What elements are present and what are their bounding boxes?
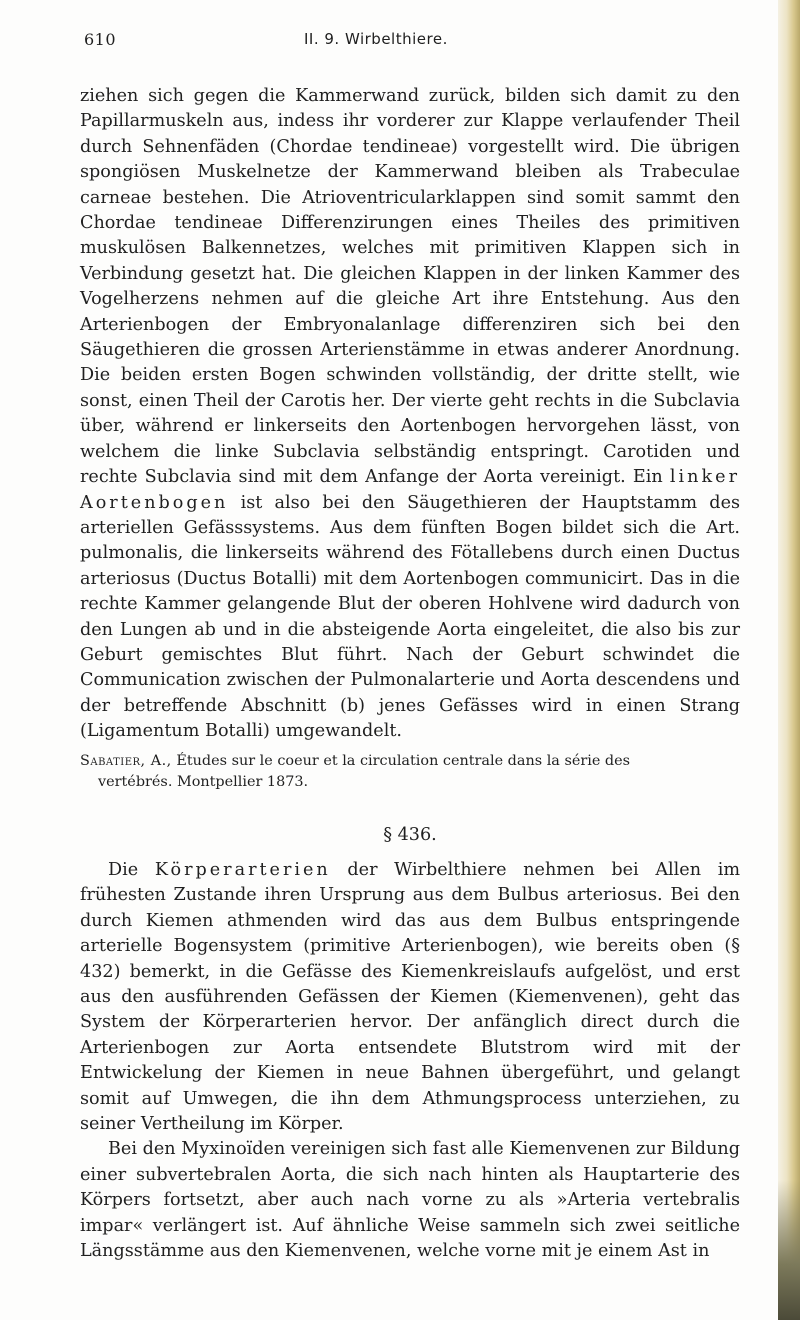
bibliographic-reference [80,751,740,793]
paragraph-text: ziehen sich gegen die Kammerwand zurück, bilden sich damit zu den Papillarmuskeln aus, indess ihr vorderer zur Klappe verlaufender Theil durch Sehnenfäden (Chordae tendineae) vorgestellt wird. Die übrigen spongiösen Muskelnetze der Kammerwand bleiben als Trabeculae carneae bestehen. Die Atrioventricularklappen sind somit sammt den Chordae tendineae Differenzirungen eines Theiles des primitiven muskulösen Balkennetzes, welches mit primitiven Klappen sich in Verbindung gesetzt hat. Die gleichen Klappen in der linken Kammer des Vogelherzens nehmen auf die gleiche Art ihre Entstehung. Aus den Arterienbogen der Embryonalanlage differenziren sich bei den Säugethieren die grossen Arterienstämme in etwas anderer Anordnung. Die beiden ersten Bogen schwinden vollständig, der dritte stellt, wie sonst, einen Theil der Carotis her. Der vierte geht rechts in die Subclavia über, während er linkerseits den Aortenbogen hervorgehen lässt, von welchem die linke Subclavia selbständig entspringt. Carotiden und rechte Subclavia sind mit dem Anfange der Aorta vereinigt. Ein [80,86,740,488]
paragraph-lead: Die [108,859,139,880]
paragraph-text: der Wirbelthiere nehmen bei Allen im frühesten Zustande ihren Ursprung aus dem Bulbus arteriosus. Bei den durch Kiemen athmenden wird das aus dem Bulbus entspringende arterielle Bogensystem (primitive Arterienbogen), wie bereits oben (§ 432) bemerkt, in die Gefässe des Kiemenkreislaufs aufgelöst, und erst aus den ausführenden Gefässen der Kiemen (Kiemenvenen), geht das System der Körperarterien hervor. Der anfänglich direct durch die Arterienbogen zur Aorta entsendete Blutstrom wird mit der Entwickelung der Kiemen in neue Bahnen übergeführt, und gelangt somit auf Umwegen, die ihn dem Athmungsprocess unterziehen, zu seiner Vertheilung im Körper. [80,859,741,1135]
paragraph-myxinoids: Bei den Myxinoïden vereinigen sich fast alle Kiemenvenen zur Bildung einer subvertebralen Aorta, die sich nach hinten als Hauptarterie des Körpers fortsetzt, aber auch nach vorne zu als »Arteria vertebralis impar« verlängert ist. Auf ähnliche Weise sammeln sich zwei seitliche Längsstämme aus den Kiemenvenen, welche vorne mit je einem Ast in [80,1139,740,1262]
section-heading: § 436. [383,824,437,845]
paragraph-text-cont: ist also bei den Säugethieren der Hauptstamm des arteriellen Gefässsystems. Aus dem fünften Bogen bildet sich die Art. pulmonalis, die linkerseits während des Fötallebens durch einen Ductus arteriosus (Ductus Botalli) mit dem Aortenbogen communicirt. Das in die rechte Kammer gelangende Blut der oberen Hohlvene wird dadurch von den Lungen ab und in die absteigende Aorta eingeleitet, die also bis zur Geburt gemischtes Blut führt. Nach der Geburt schwindet die Communication zwischen der Pulmonalarterie und Aorta descendens und der betreffende Abschnitt (b) jenes Gefässes wird in einen Strang (Ligamentum Botalli) umgewandelt. [80,492,741,742]
paragraph-heart-arteries [80,84,740,745]
reference-author: Sabatier, A., [80,752,172,769]
emphasized-term: linker Aortenbogen [80,467,740,513]
emphasized-term: Körperarterien [154,859,331,880]
page-edge-shadow [778,0,800,1320]
reference-title: Études sur le coeur et la circulation centrale dans la série des [176,752,631,769]
page-header [84,30,724,58]
paragraph-body-arteries [80,858,740,1137]
running-head: II. 9. Wirbelthiere. [304,30,448,48]
page-edge-dark-corner [778,1180,800,1320]
page-number: 610 [84,30,117,49]
page-body [80,84,740,1264]
reference-publication: vertébrés. Montpellier 1873. [98,773,309,790]
